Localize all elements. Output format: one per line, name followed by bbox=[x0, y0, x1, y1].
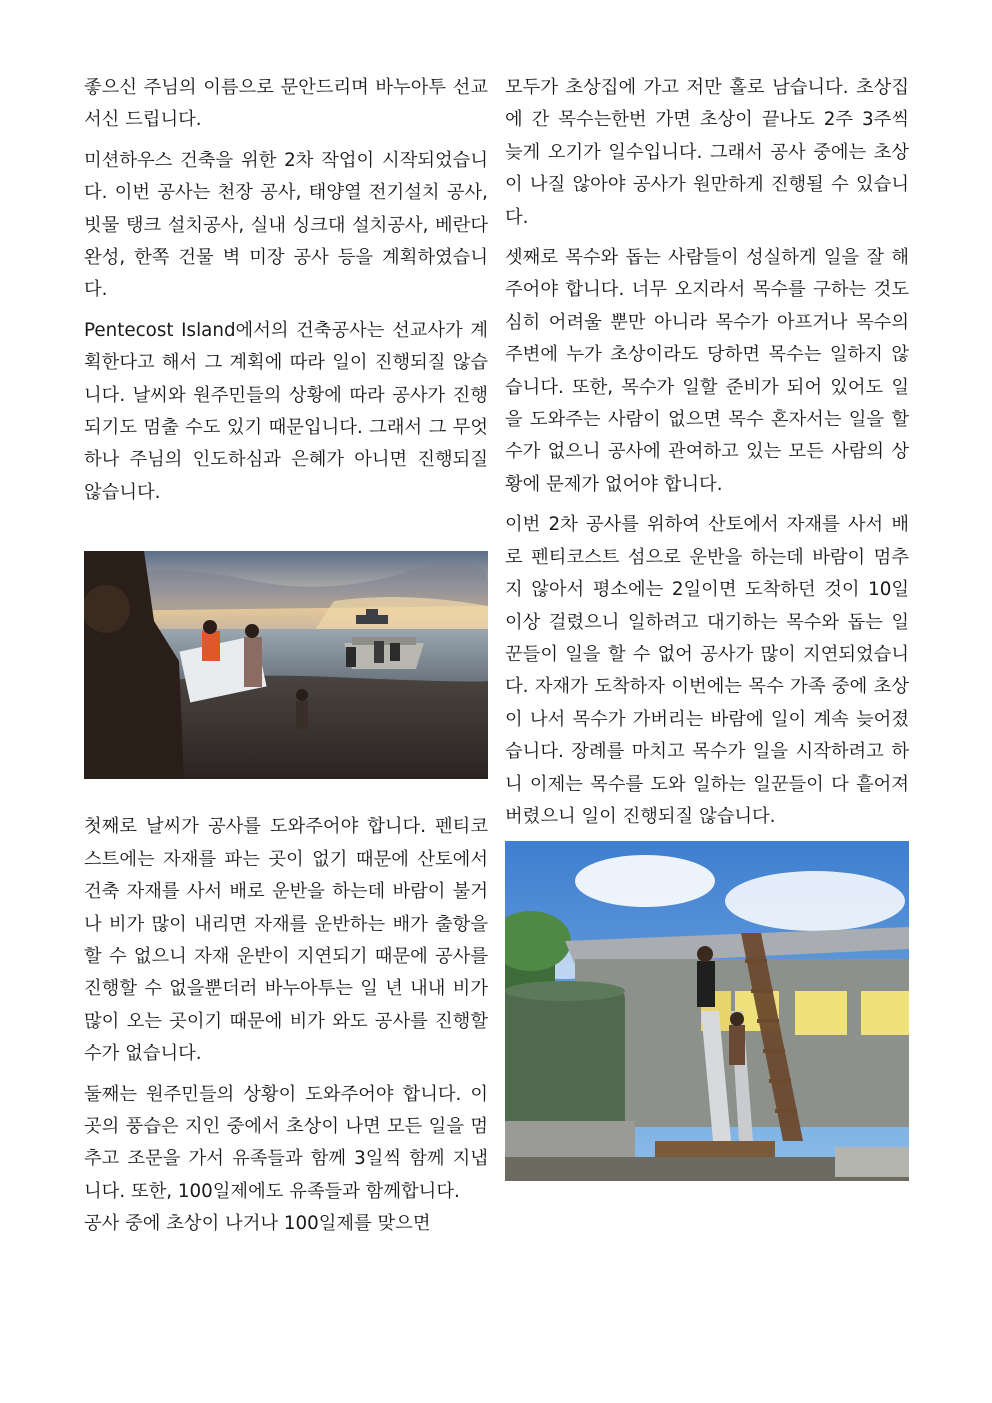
greeting-paragraph: 좋으신 주님의 이름으로 문안드리며 바누아투 선교 서신 드립니다. bbox=[84, 77, 488, 131]
house-roof-work-photo bbox=[505, 841, 909, 1181]
carpenter-paragraph: 셋째로 목수와 돕는 사람들이 성실하게 일을 잘 해주어야 합니다. 너무 오지라서 목수를 구하는 것도 심히 어려울 뿐만 아니라 목수가 아프거나 목수의 주변에 누가 초상이라도 당하면 목수는 일하지 않습니다. 또한, 목수가 일할 준비가 되어 있어도 일을 도와주는 사람이 없으면 목수 혼자서는 일을 할 수가 없으니 공사에 관여하고 있는 모든 사람의 상황에 문제가 없어야 합니다. bbox=[505, 247, 909, 495]
weather-paragraph: 첫째로 날씨가 공사를 도와주어야 합니다. 펜티코스트에는 자재를 파는 곳이 없기 때문에 산토에서 건축 자재를 사서 배로 운반을 하는데 바람이 불거나 비가 많이 내리면 자재를 운반하는 배가 출항을 할 수 없으니 자재 운반이 지연되기 때문에 공사를 진행할 수 없을뿐더러 바누아투는 일 년 내내 비가 많이 오는 곳이기 때문에 비가 와도 공사를 진행할 수가 없습니다. bbox=[84, 816, 488, 1065]
funeral-paragraph: 모두가 초상집에 가고 저만 홀로 남습니다. 초상집에 간 목수는한번 가면 초상이 끝나도 2주 3주씩 늦게 오기가 일수입니다. 그래서 공사 중에는 초상이 나질 않아야 공사가 원만하게 진행될 수 있습니다. bbox=[505, 77, 909, 228]
pentecost-paragraph: Pentecost Island에서의 건축공사는 선교사가 계획한다고 해서 그 계획에 따라 일이 진행되질 않습니다. 날씨와 원주민들의 상황에 따라 공사가 진행되기도 멈출 수도 있기 때문입니다. 그래서 그 무엇하나 주님의 인도하심과 은혜가 아니면 진행되질 않습니다. bbox=[84, 319, 488, 503]
beach-unloading-photo bbox=[84, 551, 488, 779]
locals-paragraph: 둘째는 원주민들의 상황이 도와주어야 합니다. 이곳의 풍습은 지인 중에서 초상이 나면 모든 일을 멈추고 조문을 가서 유족들과 함께 3일씩 함께 지냅니다. 또한, 100일제에도 유족들과 함께합니다. bbox=[84, 1083, 488, 1202]
left-column bbox=[84, 72, 488, 1249]
material-delay-paragraph: 이번 2차 공사를 위하여 산토에서 자재를 사서 배로 펜티코스트 섬으로 운반을 하는데 바람이 멈추지 않아서 평소에는 2일이면 도착하던 것이 10일 이상 걸렸으니 일하려고 대기하는 목수와 돕는 일꾼들이 일을 할 수 없어 공사가 많이 지연되었습니다. 자재가 도착하자 이번에는 목수 가족 중에 초상이 나서 목수가 가버리는 바람에 일이 계속 늦어졌습니다. 장례를 마치고 목수가 일을 시작하려고 하니 이제는 목수를 도와 일하는 일꾼들이 다 흩어져버렸으니 일이 진행되질 않습니다. bbox=[505, 514, 909, 827]
funeral-continuation-paragraph: 공사 중에 초상이 나거나 100일제를 맞으면 bbox=[84, 1213, 431, 1235]
right-column bbox=[505, 72, 909, 1181]
construction-plan-paragraph: 미션하우스 건축을 위한 2차 작업이 시작되었습니다. 이번 공사는 천장 공사, 태양열 전기설치 공사, 빗물 탱크 설치공사, 실내 싱크대 설치공사, 베란다 완성, 한쪽 건물 벽 미장 공사 등을 계획하였습니다. bbox=[84, 149, 488, 301]
